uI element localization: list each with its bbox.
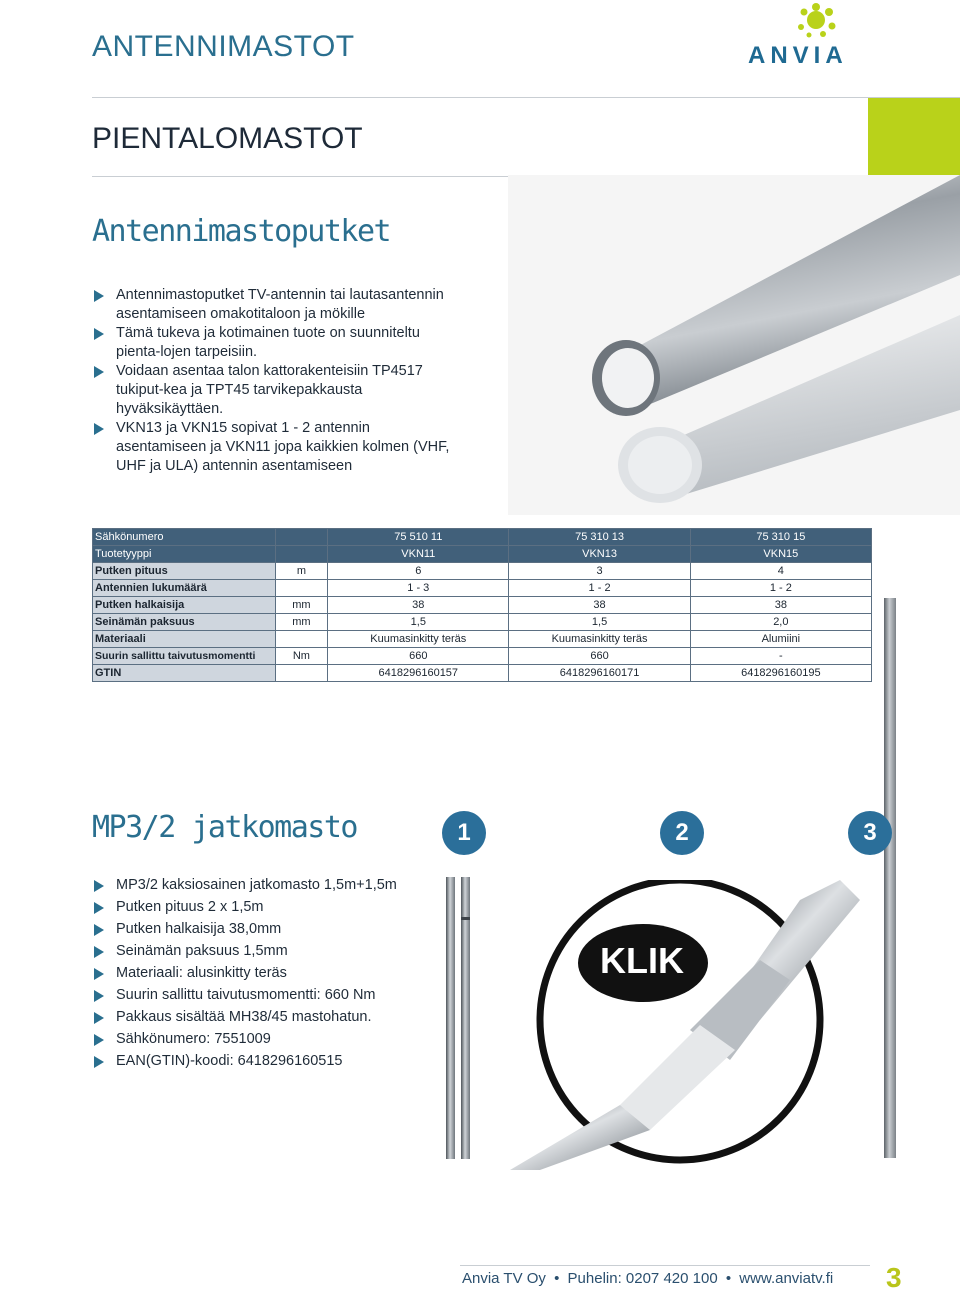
- row-unit: m: [275, 563, 327, 580]
- table-cell: 1,5: [328, 614, 509, 631]
- list-item: EAN(GTIN)-koodi: 6418296160515: [92, 1052, 432, 1071]
- bullet-separator: •: [725, 1270, 732, 1287]
- row-label: Materiaali: [93, 631, 276, 648]
- klik-bubble: [578, 924, 708, 1002]
- table-cell: 6418296160171: [509, 665, 690, 682]
- footer-phone: Puhelin: 0207 420 100: [567, 1270, 718, 1287]
- document-header-title: ANTENNIMASTOT: [92, 30, 355, 63]
- table-row: [93, 631, 872, 648]
- row-label: Tuotetyyppi: [93, 546, 276, 563]
- row-unit: mm: [275, 597, 327, 614]
- table-cell: 660: [328, 648, 509, 665]
- bullet-arrow-icon: [94, 946, 104, 958]
- table-row: [93, 546, 872, 563]
- footer-web: www.anviatv.fi: [739, 1270, 834, 1287]
- bullet-arrow-icon: [94, 968, 104, 980]
- bullet-arrow-icon: [94, 924, 104, 936]
- table-cell: 1 - 2: [690, 580, 871, 597]
- table-row: [93, 529, 872, 546]
- row-unit: mm: [275, 614, 327, 631]
- footer-company: Anvia TV Oy: [462, 1270, 546, 1287]
- list-item: Antennimastoputket TV-antennin tai lautasantennin asentamiseen omakotitaloon ja mökille: [92, 286, 464, 324]
- row-unit: [275, 665, 327, 682]
- table-cell: 6418296160195: [690, 665, 871, 682]
- list-item: MP3/2 kaksiosainen jatkomasto 1,5m+1,5m: [92, 876, 432, 895]
- list-item: Putken pituus 2 x 1,5m: [92, 898, 432, 917]
- row-label: Seinämän paksuus: [93, 614, 276, 631]
- klik-label: KLIK: [600, 940, 684, 981]
- bullet-arrow-icon: [94, 902, 104, 914]
- row-unit: [275, 546, 327, 563]
- list-item: Materiaali: alusinkitty teräs: [92, 964, 432, 983]
- table-cell: VKN15: [690, 546, 871, 563]
- table-cell: 3: [509, 563, 690, 580]
- table-cell: 2,0: [690, 614, 871, 631]
- step-1-badge: 1: [442, 811, 486, 855]
- table-cell: Kuumasinkitty teräs: [328, 631, 509, 648]
- row-label: Putken halkaisija: [93, 597, 276, 614]
- bullet-arrow-icon: [94, 290, 104, 302]
- row-label: Putken pituus: [93, 563, 276, 580]
- pipes-bullet-list: [92, 286, 464, 476]
- table-cell: VKN11: [328, 546, 509, 563]
- pipes-title: Antennimastoputket: [92, 214, 391, 249]
- row-label: GTIN: [93, 665, 276, 682]
- list-item: Suurin sallittu taivutusmomentti: 660 Nm: [92, 986, 432, 1005]
- bullet-arrow-icon: [94, 366, 104, 378]
- table-cell: 38: [328, 597, 509, 614]
- step-1-rods-image: [444, 877, 474, 1159]
- row-unit: [275, 580, 327, 597]
- row-unit: Nm: [275, 648, 327, 665]
- bullet-arrow-icon: [94, 328, 104, 340]
- bullet-arrow-icon: [94, 880, 104, 892]
- row-unit: [275, 631, 327, 648]
- anvia-logo: [746, 2, 850, 68]
- bullet-arrow-icon: [94, 990, 104, 1002]
- table-cell: 1,5: [509, 614, 690, 631]
- table-cell: 75 310 15: [690, 529, 871, 546]
- section-title: PIENTALOMASTOT: [92, 122, 363, 155]
- table-row: [93, 614, 872, 631]
- mp3-title: MP3/2 jatkomasto: [92, 810, 357, 845]
- table-row: [93, 597, 872, 614]
- table-cell: -: [690, 648, 871, 665]
- bullet-arrow-icon: [94, 1012, 104, 1024]
- pipes-photo: [508, 175, 960, 515]
- list-item: Seinämän paksuus 1,5mm: [92, 942, 432, 961]
- page-number: 3: [886, 1262, 902, 1293]
- bullet-arrow-icon: [94, 1034, 104, 1046]
- bullet-separator: •: [554, 1270, 560, 1287]
- table-cell: 38: [690, 597, 871, 614]
- table-cell: Kuumasinkitty teräs: [509, 631, 690, 648]
- mp3-bullet-list: [92, 876, 432, 1074]
- mast-rod-image: [884, 598, 896, 1158]
- bullet-arrow-icon: [94, 423, 104, 435]
- list-item: Sähkönumero: 7551009: [92, 1030, 432, 1049]
- accent-bar: [868, 97, 960, 175]
- step-3-badge: 3: [848, 811, 892, 855]
- table-cell: VKN13: [509, 546, 690, 563]
- divider: [92, 97, 960, 98]
- table-cell: 75 310 13: [509, 529, 690, 546]
- list-item: Putken halkaisija 38,0mm: [92, 920, 432, 939]
- table-row: [93, 563, 872, 580]
- table-cell: 75 510 11: [328, 529, 509, 546]
- table-cell: 660: [509, 648, 690, 665]
- step-2-badge: 2: [660, 811, 704, 855]
- spec-table: [92, 528, 872, 682]
- table-cell: 1 - 3: [328, 580, 509, 597]
- list-item: Voidaan asentaa talon kattorakenteisiin TP4517 tukiput-kea ja TPT45 tarvikepakkausta hyväksikäyttäen.: [92, 362, 464, 419]
- row-label: Sähkönumero: [93, 529, 276, 546]
- table-cell: 6418296160157: [328, 665, 509, 682]
- footer: [462, 1270, 833, 1287]
- table-cell: 38: [509, 597, 690, 614]
- row-label: Suurin sallittu taivutusmomentti: [93, 648, 276, 665]
- bullet-arrow-icon: [94, 1056, 104, 1068]
- list-item: VKN13 ja VKN15 sopivat 1 - 2 antennin asentamiseen ja VKN11 jopa kaikkien kolmen (VHF, UHF ja ULA) antennin asentamiseen: [92, 419, 464, 476]
- table-cell: 6: [328, 563, 509, 580]
- table-cell: 4: [690, 563, 871, 580]
- logo-text: ANVIA: [748, 42, 848, 69]
- list-item: Tämä tukeva ja kotimainen tuote on suunniteltu pienta-lojen tarpeisiin.: [92, 324, 464, 362]
- footer-divider: [460, 1265, 870, 1266]
- table-row: [93, 580, 872, 597]
- table-cell: 1 - 2: [509, 580, 690, 597]
- table-row: [93, 648, 872, 665]
- list-item: Pakkaus sisältää MH38/45 mastohatun.: [92, 1008, 432, 1027]
- step-2-joint-image: [500, 880, 860, 1170]
- table-cell: Alumiini: [690, 631, 871, 648]
- row-unit: [275, 529, 327, 546]
- row-label: Antennien lukumäärä: [93, 580, 276, 597]
- table-row: [93, 665, 872, 682]
